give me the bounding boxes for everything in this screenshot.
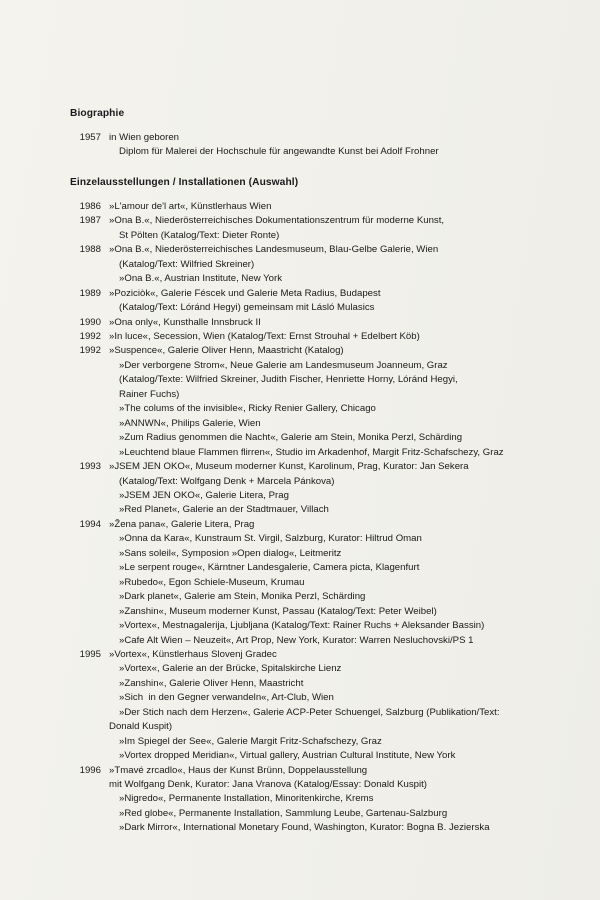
spacer [70,160,538,176]
biography-entries [70,131,538,160]
entry-text: »Tmavé zrcadlo«, Haus der Kunst Brünn, Doppelausstellung [109,764,368,776]
entry-row [70,316,538,330]
entry-year: 1995 [79,648,101,660]
entry-text: »Sich in den Gegner verwandeln«, Art-Club, Wien [119,692,334,704]
entry-continuation-row [70,301,538,315]
entry-continuation-row [70,359,538,373]
entry-continuation-row [70,792,538,806]
entry-row [70,460,538,474]
entry-text: »Žena pana«, Galerie Litera, Prag [109,518,255,530]
entry-year: 1996 [79,764,101,776]
entry-continuation-row [70,532,538,546]
entry-text: »Der verborgene Strom«, Neue Galerie am Landesmuseum Joanneum, Graz [119,359,448,371]
entry-row [70,214,538,228]
entry-continuation-row [70,229,538,243]
entry-text: »Dark planet«, Galerie am Stein, Monika Perzl, Schärding [119,591,366,603]
entry-text: »Der Stich nach dem Herzen«, Galerie ACP-Peter Schuengel, Salzburg (Publikation/Text: [119,706,500,718]
entry-year: 1994 [79,518,101,530]
entry-text: »ANNWN«, Philips Galerie, Wien [119,417,261,429]
entry-continuation-row [70,503,538,517]
entry-continuation-row [70,373,538,387]
entry-continuation-row [70,677,538,691]
entry-text: »Vortex dropped Meridian«, Virtual gallery, Austrian Cultural Institute, New York [119,750,456,762]
entry-continuation-row [70,547,538,561]
entry-continuation-row [70,720,538,734]
entry-text: (Katalog/Text: Wolfgang Denk + Marcela Pánkova) [119,475,335,487]
entry-text: Donald Kuspit) [109,721,173,733]
entry-text: »Leuchtend blaue Flammen flirren«, Studio im Arkadenhof, Margit Fritz-Schafschezy, Graz [119,446,504,458]
exhibitions-section [70,176,538,836]
entry-continuation-row [70,590,538,604]
spacer [70,121,538,131]
entry-year: 1988 [79,244,101,256]
entry-text: »Sans soleil«, Symposion »Open dialog«, Leitmeritz [119,547,342,559]
entry-text: »JSEM JEN OKO«, Galerie Litera, Prag [119,489,289,501]
entry-text: (Katalog/Text: Lóránd Hegyi) gemeinsam mit Lásló Mulasics [119,302,375,314]
entry-continuation-row [70,778,538,792]
entry-text: St Pölten (Katalog/Text: Dieter Ronte) [119,229,280,241]
entry-text: (Katalog/Text: Wilfried Skreiner) [119,258,255,270]
entry-continuation-row [70,475,538,489]
entry-continuation-row [70,258,538,272]
entry-row [70,330,538,344]
entry-text: »Ona only«, Kunsthalle Innsbruck II [109,316,261,328]
entry-year: 1987 [79,215,101,227]
entry-text: »Red Planet«, Galerie an der Stadtmauer, Villach [119,504,329,516]
entry-year: 1986 [79,200,101,212]
entry-year: 1993 [79,461,101,473]
entry-continuation-row [70,489,538,503]
entry-text: »Vortex«, Künstlerhaus Slovenj Gradec [109,648,277,660]
entry-row [70,200,538,214]
biography-section [70,107,538,160]
entry-continuation-row [70,576,538,590]
entry-text: »L'amour de'l art«, Künstlerhaus Wien [109,200,272,212]
entry-year: 1989 [79,287,101,299]
entry-row [70,764,538,778]
exhibition-entries [70,200,538,836]
entry-continuation-row [70,821,538,835]
entry-text: »Rubedo«, Egon Schiele-Museum, Krumau [119,576,305,588]
entry-text: »Onna da Kara«, Kunstraum St. Virgil, Salzburg, Kurator: Hiltrud Oman [119,533,422,545]
entry-text: »Ona B.«, Niederösterreichisches Dokumentationszentrum für moderne Kunst, [109,215,445,227]
entry-row [70,648,538,662]
entry-text: »Poziciòk«, Galerie Féscek und Galerie Meta Radius, Budapest [109,287,381,299]
entry-text: Diplom für Malerei der Hochschule für angewandte Kunst bei Adolf Frohner [119,146,439,158]
entry-year: 1990 [79,316,101,328]
entry-continuation-row [70,749,538,763]
entry-continuation-row [70,706,538,720]
entry-text: »Le serpent rouge«, Kärntner Landesgalerie, Camera picta, Klagenfurt [119,562,420,574]
entry-text: »Im Spiegel der See«, Galerie Margit Fritz-Schafschezy, Graz [119,735,382,747]
entry-continuation-row [70,807,538,821]
entry-continuation-row [70,272,538,286]
entry-year: 1992 [79,345,101,357]
entry-text: »Red globe«, Permanente Installation, Sammlung Leube, Gartenau-Salzburg [119,807,448,819]
entry-text: mit Wolfgang Denk, Kurator: Jana Vranova (Katalog/Essay: Donald Kuspit) [109,779,427,791]
entry-text: »In luce«, Secession, Wien (Katalog/Text: Ernst Strouhal + Edelbert Köb) [109,330,420,342]
entry-continuation-row [70,431,538,445]
entry-text: »Zanshin«, Galerie Oliver Henn, Maastricht [119,677,304,689]
entry-text: Rainer Fuchs) [119,388,180,400]
entry-continuation-row [70,619,538,633]
entry-row [70,287,538,301]
entry-continuation-row [70,145,538,159]
entry-year: 1992 [79,330,101,342]
entry-text: »Zanshin«, Museum moderner Kunst, Passau (Katalog/Text: Peter Weibel) [119,605,437,617]
entry-continuation-row [70,605,538,619]
entry-text: »Ona B.«, Austrian Institute, New York [119,273,283,285]
entry-continuation-row [70,662,538,676]
entry-text: »Dark Mirror«, International Monetary Found, Washington, Kurator: Bogna B. Jezierska [119,822,490,834]
entry-continuation-row [70,402,538,416]
entry-text: (Katalog/Texte: Wilfried Skreiner, Judith Fischer, Henriette Horny, Lóránd Hegyi, [119,374,458,386]
entry-text: »Zum Radius genommen die Nacht«, Galerie am Stein, Monika Perzl, Schärding [119,432,463,444]
entry-continuation-row [70,561,538,575]
entry-text: in Wien geboren [109,132,180,143]
entry-continuation-row [70,446,538,460]
entry-text: »Cafe Alt Wien – Neuzeit«, Art Prop, New York, Kurator: Warren Nesluchovski/PS 1 [119,634,474,646]
entry-continuation-row [70,735,538,749]
entry-row [70,131,538,145]
entry-text: »The colums of the invisible«, Ricky Renier Gallery, Chicago [119,403,376,415]
entry-text: »Vortex«, Galerie an der Brücke, Spitalskirche Lienz [119,663,342,675]
exhibitions-heading: Einzelausstellungen / Installationen (Auswahl) [70,176,299,188]
entry-row [70,344,538,358]
spacer [70,190,538,200]
biography-heading: Biographie [70,108,125,119]
entry-row [70,243,538,257]
entry-continuation-row [70,417,538,431]
entry-text: »Ona B.«, Niederösterreichisches Landesmuseum, Blau-Gelbe Galerie, Wien [109,244,439,256]
entry-text: »Nigredo«, Permanente Installation, Minoritenkirche, Krems [119,793,374,805]
entry-year: 1957 [79,132,101,143]
entry-continuation-row [70,388,538,402]
entry-row [70,518,538,532]
entry-text: »Vortex«, Mestnagalerija, Ljubljana (Katalog/Text: Rainer Ruchs + Aleksander Bassin) [119,620,485,632]
entry-continuation-row [70,691,538,705]
entry-continuation-row [70,634,538,648]
entry-text: »Suspence«, Galerie Oliver Henn, Maastricht (Katalog) [109,345,344,357]
entry-text: »JSEM JEN OKO«, Museum moderner Kunst, Karolinum, Prag, Kurator: Jan Sekera [109,461,469,473]
